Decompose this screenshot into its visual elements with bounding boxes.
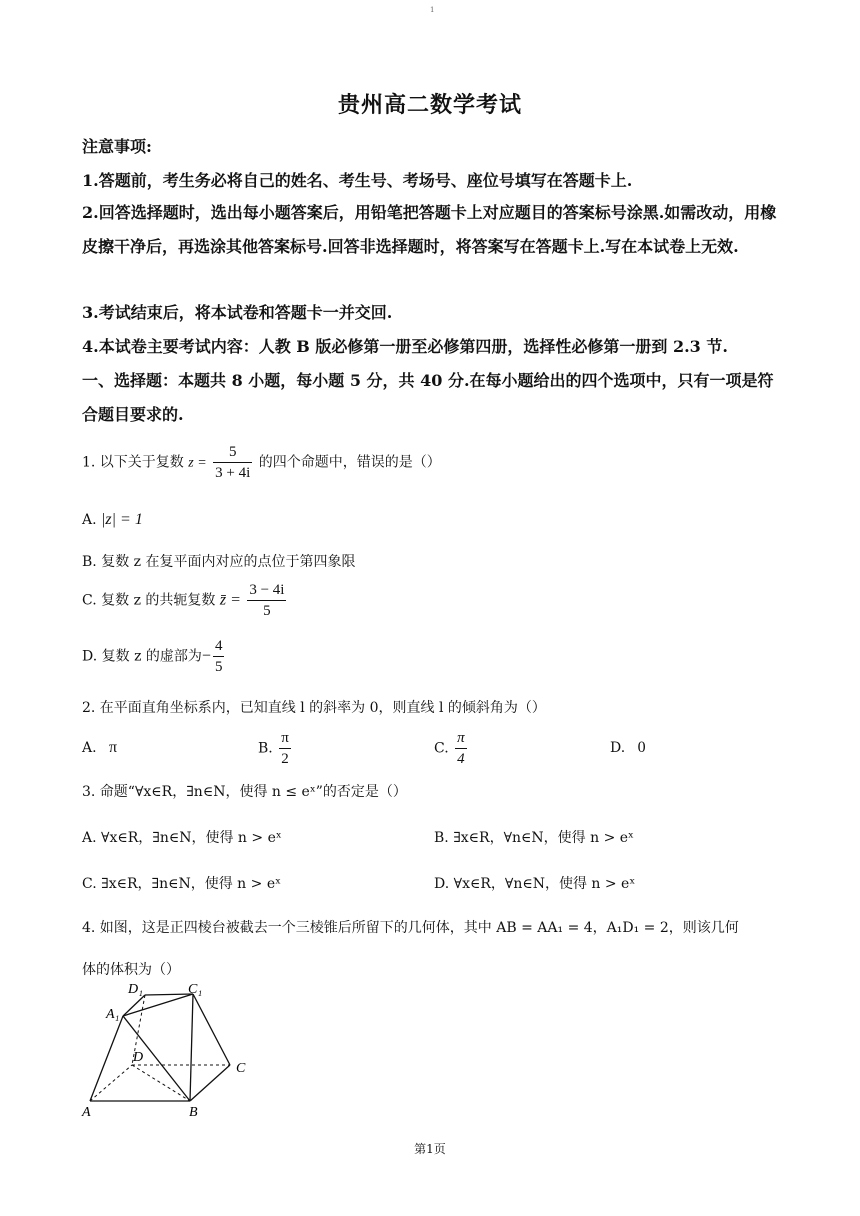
note-3: 3.考试结束后，将本试卷和答题卡一并交回. bbox=[82, 303, 393, 322]
label-d1: D₁ bbox=[128, 982, 143, 997]
q1-option-d: D. 复数 z 的虚部为− $\frac{4}{5}$ bbox=[82, 638, 223, 675]
edge-aa1 bbox=[90, 1016, 123, 1101]
q2-option-b: B. $\frac{\pi}{2}$ bbox=[258, 730, 289, 767]
label-c: C bbox=[236, 1061, 246, 1076]
question-3-stem: 3. 命题“∀x∈R，∃n∈N，使得 n ≤ eˣ”的否定是（） bbox=[82, 784, 407, 800]
label-d: D bbox=[133, 1050, 144, 1065]
question-4-stem-line2: 体的体积为（） bbox=[82, 962, 180, 978]
q3-option-d: D. ∀x∈R，∀n∈N，使得 n > eˣ bbox=[434, 876, 636, 892]
note-2: 2.回答选择题时，选出每小题答案后，用铅笔把答题卡上对应题目的答案标号涂黑.如需改动，用橡皮擦干净后，再选涂其他答案标号.回答非选择题时，将答案写在答题卡上.写在本试卷上无效. bbox=[82, 203, 777, 256]
q1-fraction: $\frac{5}{3 + 4i}$ bbox=[215, 444, 251, 481]
question-2-stem: 2. 在平面直角坐标系内，已知直线 l 的斜率为 0，则直线 l 的倾斜角为（） bbox=[82, 700, 546, 716]
label-a: A bbox=[82, 1105, 91, 1120]
q2-option-c: C. $\frac{\pi}{4}$ bbox=[434, 730, 465, 767]
question-4-stem-line1: 4. 如图，这是正四棱台被截去一个三棱锥后所留下的几何体，其中 AB = AA₁ = 4，A₁D₁ = 2，则该几何 bbox=[82, 920, 739, 936]
q3-option-b: B. ∃x∈R，∀n∈N，使得 n > eˣ bbox=[434, 830, 634, 846]
q2-option-d: D. 0 bbox=[610, 739, 646, 756]
note-4: 4.本试卷主要考试内容：人教 B 版必修第一册至必修第四册，选择性必修第一册到 2.3 节. bbox=[82, 337, 728, 356]
edge-a1c1 bbox=[123, 994, 193, 1016]
edge-c1b bbox=[190, 994, 193, 1101]
label-b: B bbox=[189, 1105, 198, 1120]
q1-option-a: A. |z| = 1 bbox=[82, 511, 143, 528]
page-footer: 第1页 bbox=[414, 1142, 446, 1156]
page-title: 贵州高二数学考试 bbox=[337, 92, 522, 118]
q1-option-b: B. 复数 z 在复平面内对应的点位于第四象限 bbox=[82, 554, 356, 570]
q3-option-c: C. ∃x∈R，∃n∈N，使得 n > eˣ bbox=[82, 876, 282, 892]
page-mark: 1 bbox=[430, 6, 435, 14]
edge-c1c bbox=[193, 994, 230, 1065]
edge-db bbox=[132, 1065, 190, 1101]
q2-option-a: A. π bbox=[82, 739, 118, 756]
edge-d1c1 bbox=[145, 994, 193, 995]
q4-figure bbox=[70, 980, 270, 1120]
q1-z-eq: z = bbox=[188, 455, 207, 471]
notes-heading: 注意事项: bbox=[82, 137, 152, 156]
label-a1: A₁ bbox=[106, 1007, 120, 1022]
question-1-stem: 1. 以下关于复数 z = $\frac{5}{3 + 4i}$ 的四个命题中，错误的是（） bbox=[82, 444, 441, 481]
q1-option-c: C. 复数 z 的共轭复数 z̄ = $\frac{3 - 4i}{5}$ bbox=[82, 582, 285, 619]
edge-cb bbox=[190, 1065, 230, 1101]
label-c1: C₁ bbox=[188, 982, 203, 997]
note-1: 1.答题前，考生务必将自己的姓名、考生号、考场号、座位号填写在答题卡上. bbox=[82, 171, 633, 190]
section-1-heading: 一、选择题：本题共 8 小题，每小题 5 分，共 40 分.在每小题给出的四个选项中，只有一项是符合题目要求的. bbox=[82, 371, 774, 424]
q3-option-a: A. ∀x∈R，∃n∈N，使得 n > eˣ bbox=[82, 830, 282, 846]
